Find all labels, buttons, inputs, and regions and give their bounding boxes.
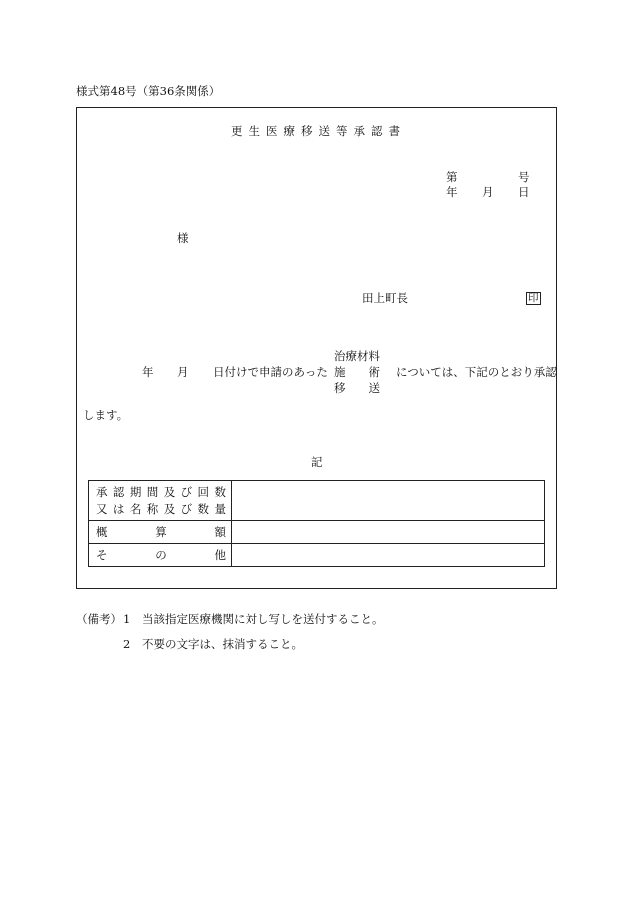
table-row xyxy=(89,481,545,521)
label-char: 期 xyxy=(129,484,142,499)
label-char: 認 xyxy=(112,484,125,499)
number-prefix: 第 xyxy=(446,170,458,184)
body-text-tail: については、下記のとおり承認 xyxy=(396,365,557,379)
label-char: 承 xyxy=(96,484,108,499)
table-row xyxy=(89,544,545,567)
label-char: 及 xyxy=(163,484,176,499)
row-label-period-quantity xyxy=(89,481,232,521)
label-char: び xyxy=(180,501,193,516)
issuer-name: 田上町長 xyxy=(362,291,408,305)
body-month: 月 xyxy=(177,365,189,379)
label-char: そ xyxy=(96,547,108,562)
label-char: 又 xyxy=(96,501,108,516)
label-char: 及 xyxy=(163,501,176,516)
note-text: 不要の文字は、抹消すること。 xyxy=(142,637,303,651)
approval-table xyxy=(88,480,545,567)
date-year: 年 xyxy=(446,185,458,199)
label-char: 称 xyxy=(146,501,159,516)
label-char: 名 xyxy=(129,501,142,516)
seal-mark: 印 xyxy=(528,292,539,304)
row-label-other xyxy=(89,544,232,567)
label-char: 数 xyxy=(214,484,226,499)
row-value-period-quantity xyxy=(232,481,545,521)
date-month: 月 xyxy=(482,185,494,199)
note-text: 当該指定医療機関に対し写しを送付すること。 xyxy=(142,612,384,626)
label-char: 量 xyxy=(214,501,226,516)
addressee-suffix: 様 xyxy=(177,231,189,245)
table-row xyxy=(89,521,545,544)
label-line xyxy=(96,501,226,518)
label-char: び xyxy=(180,484,193,499)
label-line xyxy=(96,547,226,564)
number-suffix: 号 xyxy=(518,170,530,184)
option-treatment-materials: 治療材料 xyxy=(334,349,380,363)
body-text-mid: 日付けで申請のあった xyxy=(213,365,328,379)
label-char: 他 xyxy=(214,547,226,562)
label-line xyxy=(96,524,226,541)
document-title: 更生医療移送等承認書 xyxy=(231,124,406,138)
row-label-estimated-amount xyxy=(89,521,232,544)
ki-heading: 記 xyxy=(311,455,323,469)
option-procedure: 施 術 xyxy=(334,365,380,379)
label-char: 額 xyxy=(214,524,226,539)
label-char: 間 xyxy=(146,484,159,499)
body-text-line2: します。 xyxy=(83,408,129,422)
note-number: 2 xyxy=(123,637,131,651)
label-char: 回 xyxy=(197,484,210,499)
label-char: の xyxy=(155,547,167,562)
note-number: 1 xyxy=(123,612,131,626)
body-year: 年 xyxy=(142,365,154,379)
date-day: 日 xyxy=(518,185,530,199)
form-number: 様式第48号（第36条関係） xyxy=(76,84,221,98)
notes-label: （備考） xyxy=(76,612,122,626)
label-line xyxy=(96,484,226,501)
row-value-other xyxy=(232,544,545,567)
label-char: 算 xyxy=(155,524,167,539)
option-transport: 移 送 xyxy=(334,381,380,395)
label-char: 概 xyxy=(96,524,108,539)
row-value-estimated-amount xyxy=(232,521,545,544)
label-char: 数 xyxy=(197,501,210,516)
label-char: は xyxy=(112,501,125,516)
